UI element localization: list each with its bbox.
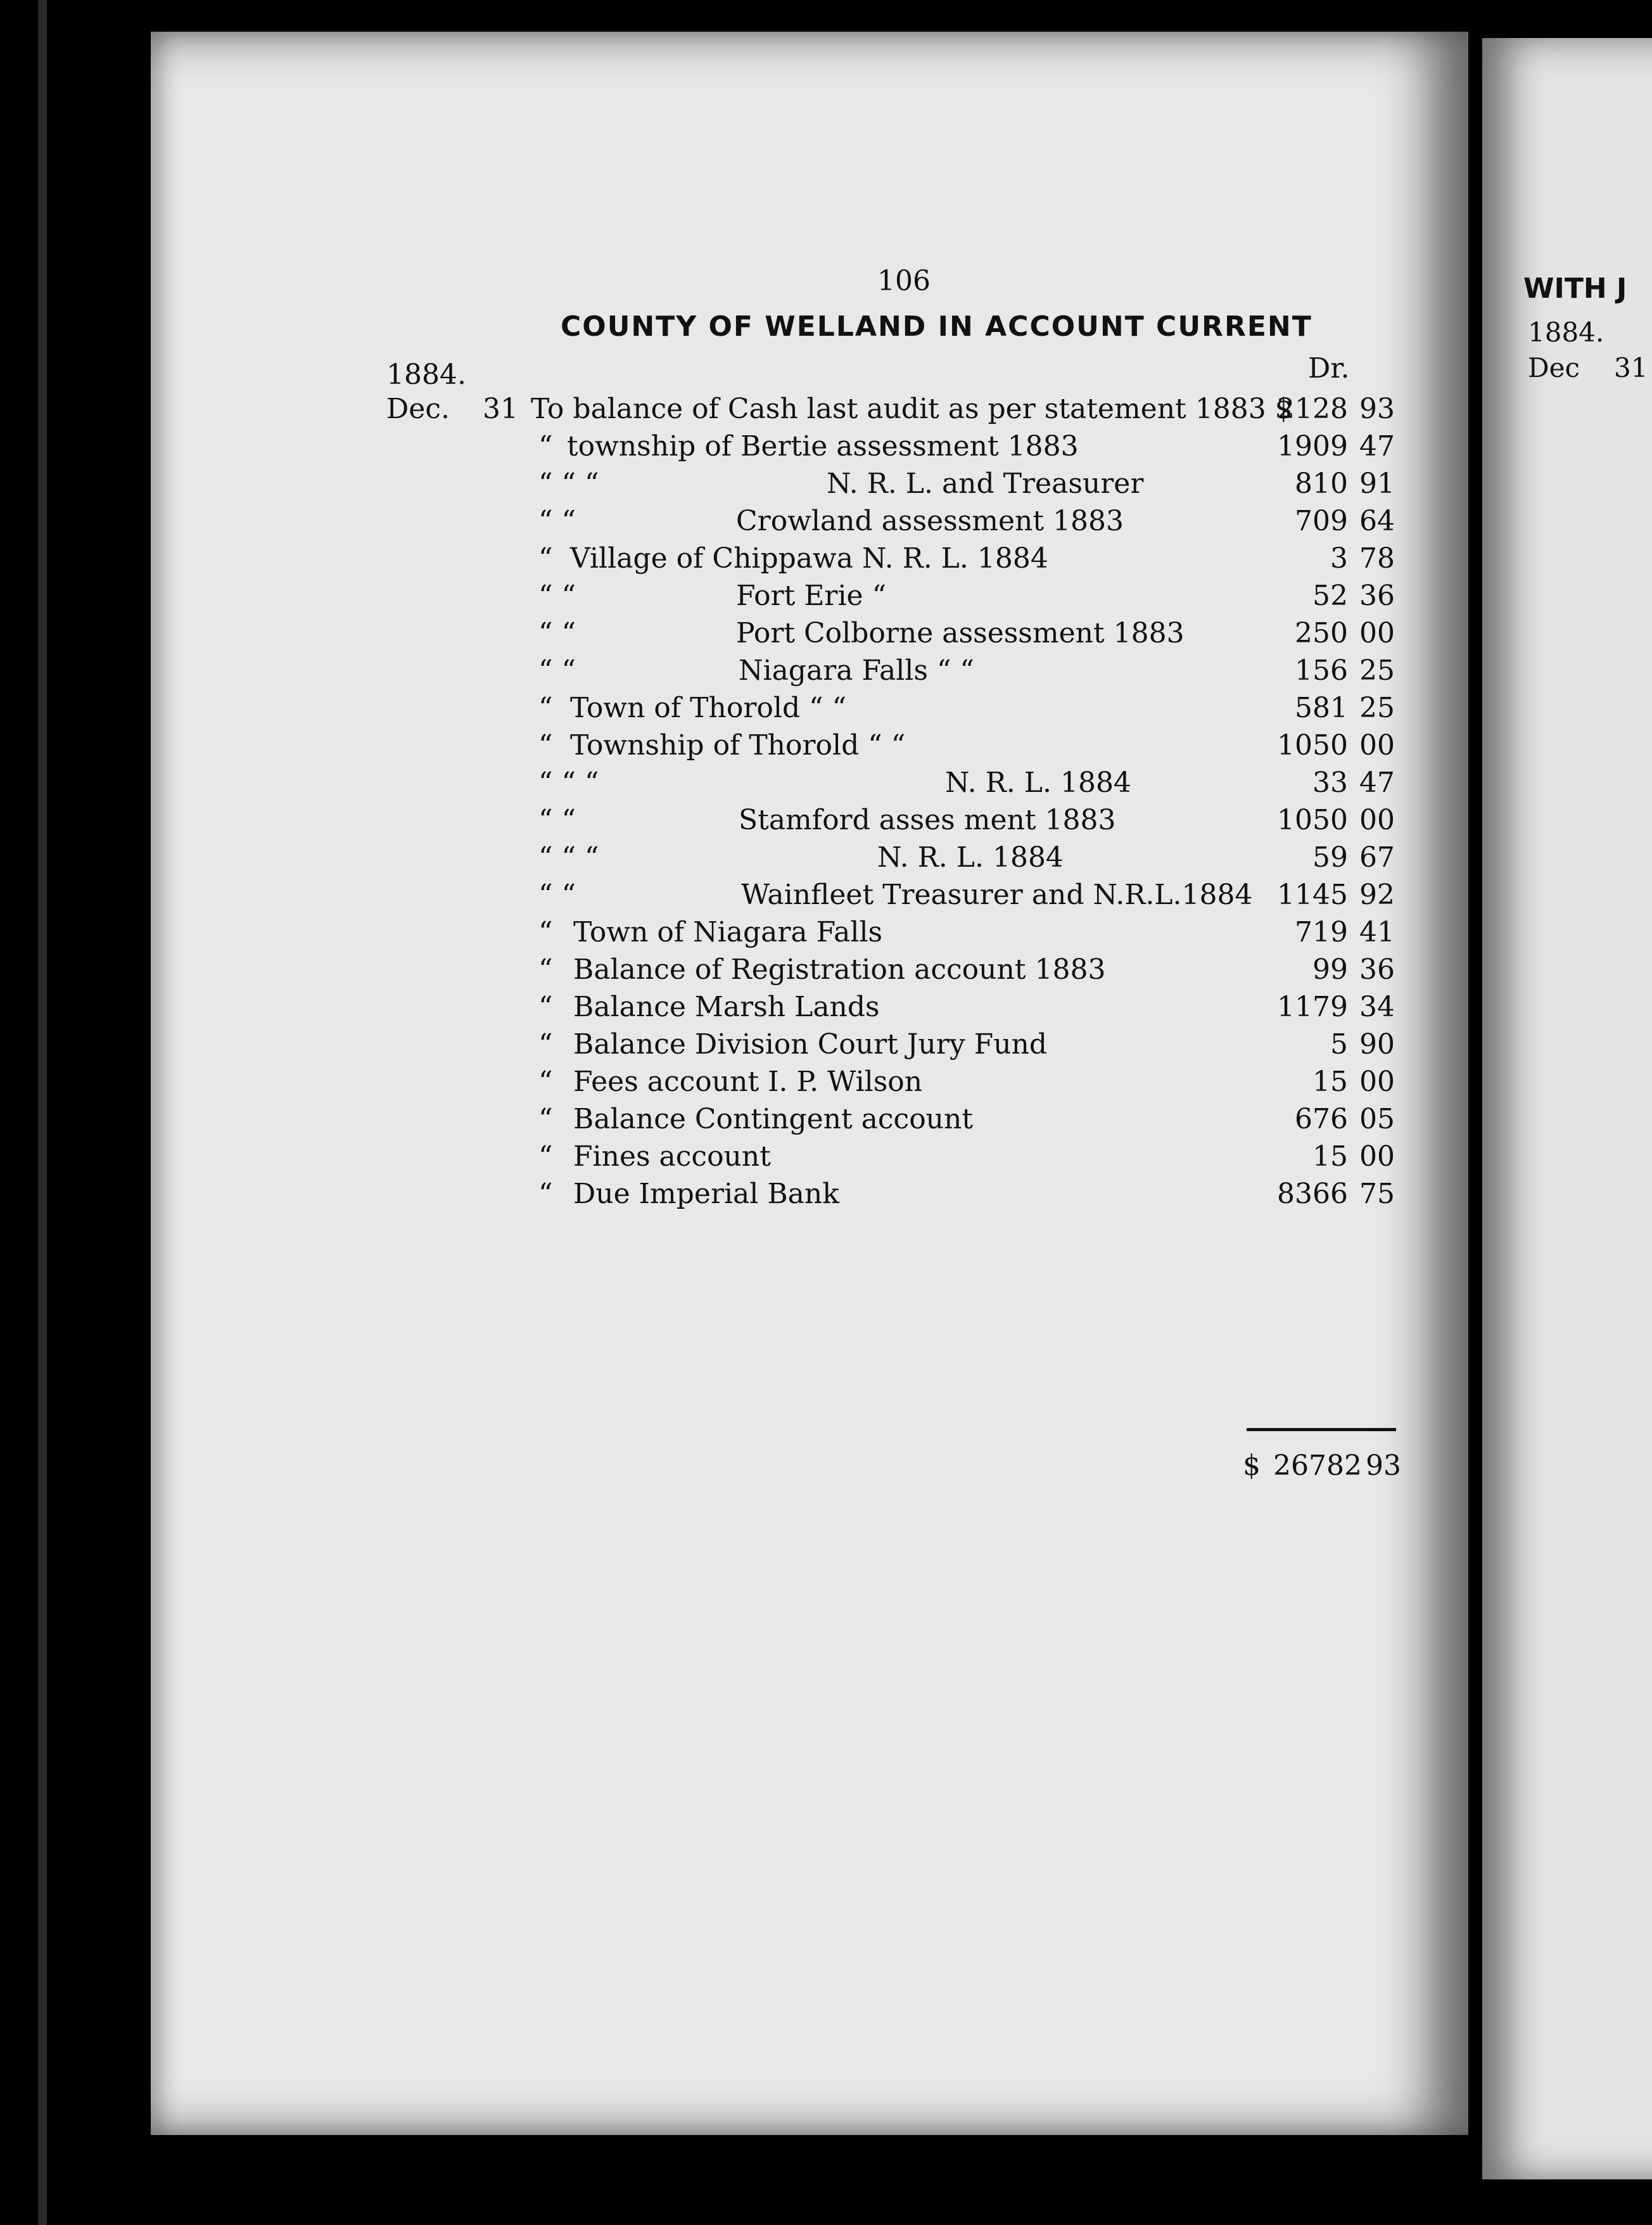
entry-cents: 25	[1359, 654, 1395, 687]
entry-cents: 75	[1359, 1178, 1395, 1210]
ditto-marks: “ “	[538, 804, 576, 836]
entry-description: Due Imperial Bank	[573, 1178, 839, 1210]
entry-cents: 34	[1359, 991, 1395, 1023]
ledger-row	[0, 804, 1652, 841]
entry-dollars: 709	[1295, 505, 1348, 537]
entry-cents: 93	[1359, 393, 1395, 425]
entry-description: Fees account I. P. Wilson	[573, 1066, 923, 1098]
entry-dollars: 156	[1295, 654, 1348, 687]
ledger-year: 1884.	[386, 359, 466, 391]
entry-cents: 00	[1359, 804, 1395, 836]
entry-dollars: 676	[1295, 1103, 1348, 1135]
ledger-row	[0, 767, 1652, 804]
entry-cents: 36	[1359, 953, 1395, 986]
entry-cents: 67	[1359, 841, 1395, 874]
entry-dollars: 581	[1295, 692, 1348, 724]
ledger-row	[0, 1140, 1652, 1178]
ledger-row	[0, 468, 1652, 505]
entry-description: Wainfleet Treasurer and N.R.L.1884	[741, 879, 1253, 911]
right-page-day: 31	[1614, 352, 1648, 383]
entry-dollars: 250	[1295, 617, 1348, 649]
ledger-row	[0, 393, 1652, 430]
total-dollar-sign: $	[1243, 1450, 1261, 1482]
ledger-row	[0, 654, 1652, 692]
ledger-row	[0, 916, 1652, 953]
entry-dollars: 59	[1312, 841, 1348, 874]
entry-dollars: 1050	[1277, 804, 1348, 836]
entry-dollars: 810	[1295, 468, 1348, 500]
ditto-marks: “	[538, 1178, 553, 1210]
entry-cents: 00	[1359, 1066, 1395, 1098]
total-rule	[1247, 1428, 1396, 1431]
ditto-marks: “	[538, 1140, 553, 1173]
entry-dollars: 1179	[1277, 991, 1348, 1023]
ditto-marks: “	[538, 1103, 553, 1135]
entry-description: township of Bertie assessment 1883	[567, 430, 1079, 462]
ledger-row	[0, 617, 1652, 654]
ditto-marks: “	[538, 430, 553, 462]
ditto-marks: “	[538, 542, 553, 575]
ledger-row	[0, 1103, 1652, 1140]
right-page-month: Dec	[1528, 352, 1580, 383]
ditto-marks: “ “	[538, 580, 576, 612]
entry-description: Fines account	[573, 1140, 771, 1173]
entry-cents: 00	[1359, 729, 1395, 762]
entry-dollars: 99	[1312, 953, 1348, 986]
ditto-marks: “ “	[538, 879, 576, 911]
ledger-row	[0, 841, 1652, 879]
entry-description: Balance Division Court Jury Fund	[573, 1028, 1048, 1061]
ditto-marks: “	[538, 991, 553, 1023]
entry-cents: 41	[1359, 916, 1395, 948]
right-page-title-fragment: WITH J	[1523, 272, 1627, 305]
right-page-year: 1884.	[1528, 317, 1604, 348]
entry-cents: 47	[1359, 767, 1395, 799]
entry-dollars: 1145	[1277, 879, 1348, 911]
entry-dollars: 1909	[1277, 430, 1348, 462]
entry-cents: 05	[1359, 1103, 1395, 1135]
entry-cents: 90	[1359, 1028, 1395, 1061]
entry-cents: 91	[1359, 468, 1395, 500]
entry-description: Fort Erie “	[736, 580, 887, 612]
ditto-marks: “ “	[538, 505, 576, 537]
entry-dollars: 2128	[1277, 393, 1348, 425]
ditto-marks: “	[538, 729, 553, 762]
ditto-marks: “	[538, 916, 553, 948]
ditto-marks: “ “	[538, 654, 576, 687]
entry-dollars: 1050	[1277, 729, 1348, 762]
ledger-row	[0, 692, 1652, 729]
entry-cents: 92	[1359, 879, 1395, 911]
page-title: COUNTY OF WELLAND IN ACCOUNT CURRENT	[561, 310, 1312, 343]
entry-day: 31	[483, 393, 518, 425]
ledger-row	[0, 1178, 1652, 1215]
ledger-row	[0, 542, 1652, 580]
ditto-marks: “	[538, 1028, 553, 1061]
ledger-row	[0, 430, 1652, 468]
entry-dollars: 3	[1330, 542, 1348, 575]
entry-dollars: 52	[1312, 580, 1348, 612]
ledger-row	[0, 879, 1652, 916]
entry-cents: 25	[1359, 692, 1395, 724]
ledger-row	[0, 580, 1652, 617]
total-cents: 93	[1366, 1450, 1401, 1482]
entry-description: Port Colborne assessment 1883	[736, 617, 1185, 649]
entry-description: Balance of Registration account 1883	[573, 953, 1106, 986]
ditto-marks: “ “ “	[538, 468, 599, 500]
entry-dollars: 719	[1295, 916, 1348, 948]
ditto-marks: “	[538, 953, 553, 986]
entry-cents: 64	[1359, 505, 1395, 537]
entry-description: To balance of Cash last audit as per statement 1883 $	[531, 393, 1293, 425]
ledger-row	[0, 991, 1652, 1028]
ditto-marks: “ “ “	[538, 841, 599, 874]
entry-cents: 00	[1359, 1140, 1395, 1173]
ledger-row	[0, 505, 1652, 542]
ledger-row	[0, 953, 1652, 991]
entry-description: Town of Thorold “ “	[570, 692, 847, 724]
ditto-marks: “ “	[538, 617, 576, 649]
entry-description: N. R. L. 1884	[945, 767, 1131, 799]
entry-dollars: 8366	[1277, 1178, 1348, 1210]
entry-description: Balance Contingent account	[573, 1103, 974, 1135]
ledger-row	[0, 1028, 1652, 1066]
entry-description: Village of Chippawa N. R. L. 1884	[570, 542, 1048, 575]
ditto-marks: “	[538, 1066, 553, 1098]
entry-description: N. R. L. 1884	[877, 841, 1064, 874]
ledger-row	[0, 1066, 1652, 1103]
total-dollars: 26782	[1273, 1450, 1362, 1482]
ditto-marks: “ “ “	[538, 767, 599, 799]
entry-description: Township of Thorold “ “	[570, 729, 906, 762]
ditto-marks: “	[538, 692, 553, 724]
entry-dollars: 15	[1312, 1140, 1348, 1173]
entry-description: Crowland assessment 1883	[736, 505, 1124, 537]
entry-description: Balance Marsh Lands	[573, 991, 880, 1023]
entry-cents: 78	[1359, 542, 1395, 575]
page-number: 106	[877, 265, 931, 297]
entry-description: Town of Niagara Falls	[573, 916, 883, 948]
debit-column-header: Dr.	[1308, 352, 1350, 385]
entry-description: N. R. L. and Treasurer	[827, 468, 1144, 500]
entry-cents: 47	[1359, 430, 1395, 462]
entry-description: Niagara Falls “ “	[739, 654, 974, 687]
ledger-row	[0, 729, 1652, 767]
entry-cents: 00	[1359, 617, 1395, 649]
entry-dollars: 5	[1330, 1028, 1348, 1061]
ledger-entries	[0, 393, 1652, 1215]
entry-cents: 36	[1359, 580, 1395, 612]
entry-month: Dec.	[386, 393, 450, 425]
entry-dollars: 15	[1312, 1066, 1348, 1098]
entry-description: Stamford asses ment 1883	[739, 804, 1116, 836]
entry-dollars: 33	[1312, 767, 1348, 799]
